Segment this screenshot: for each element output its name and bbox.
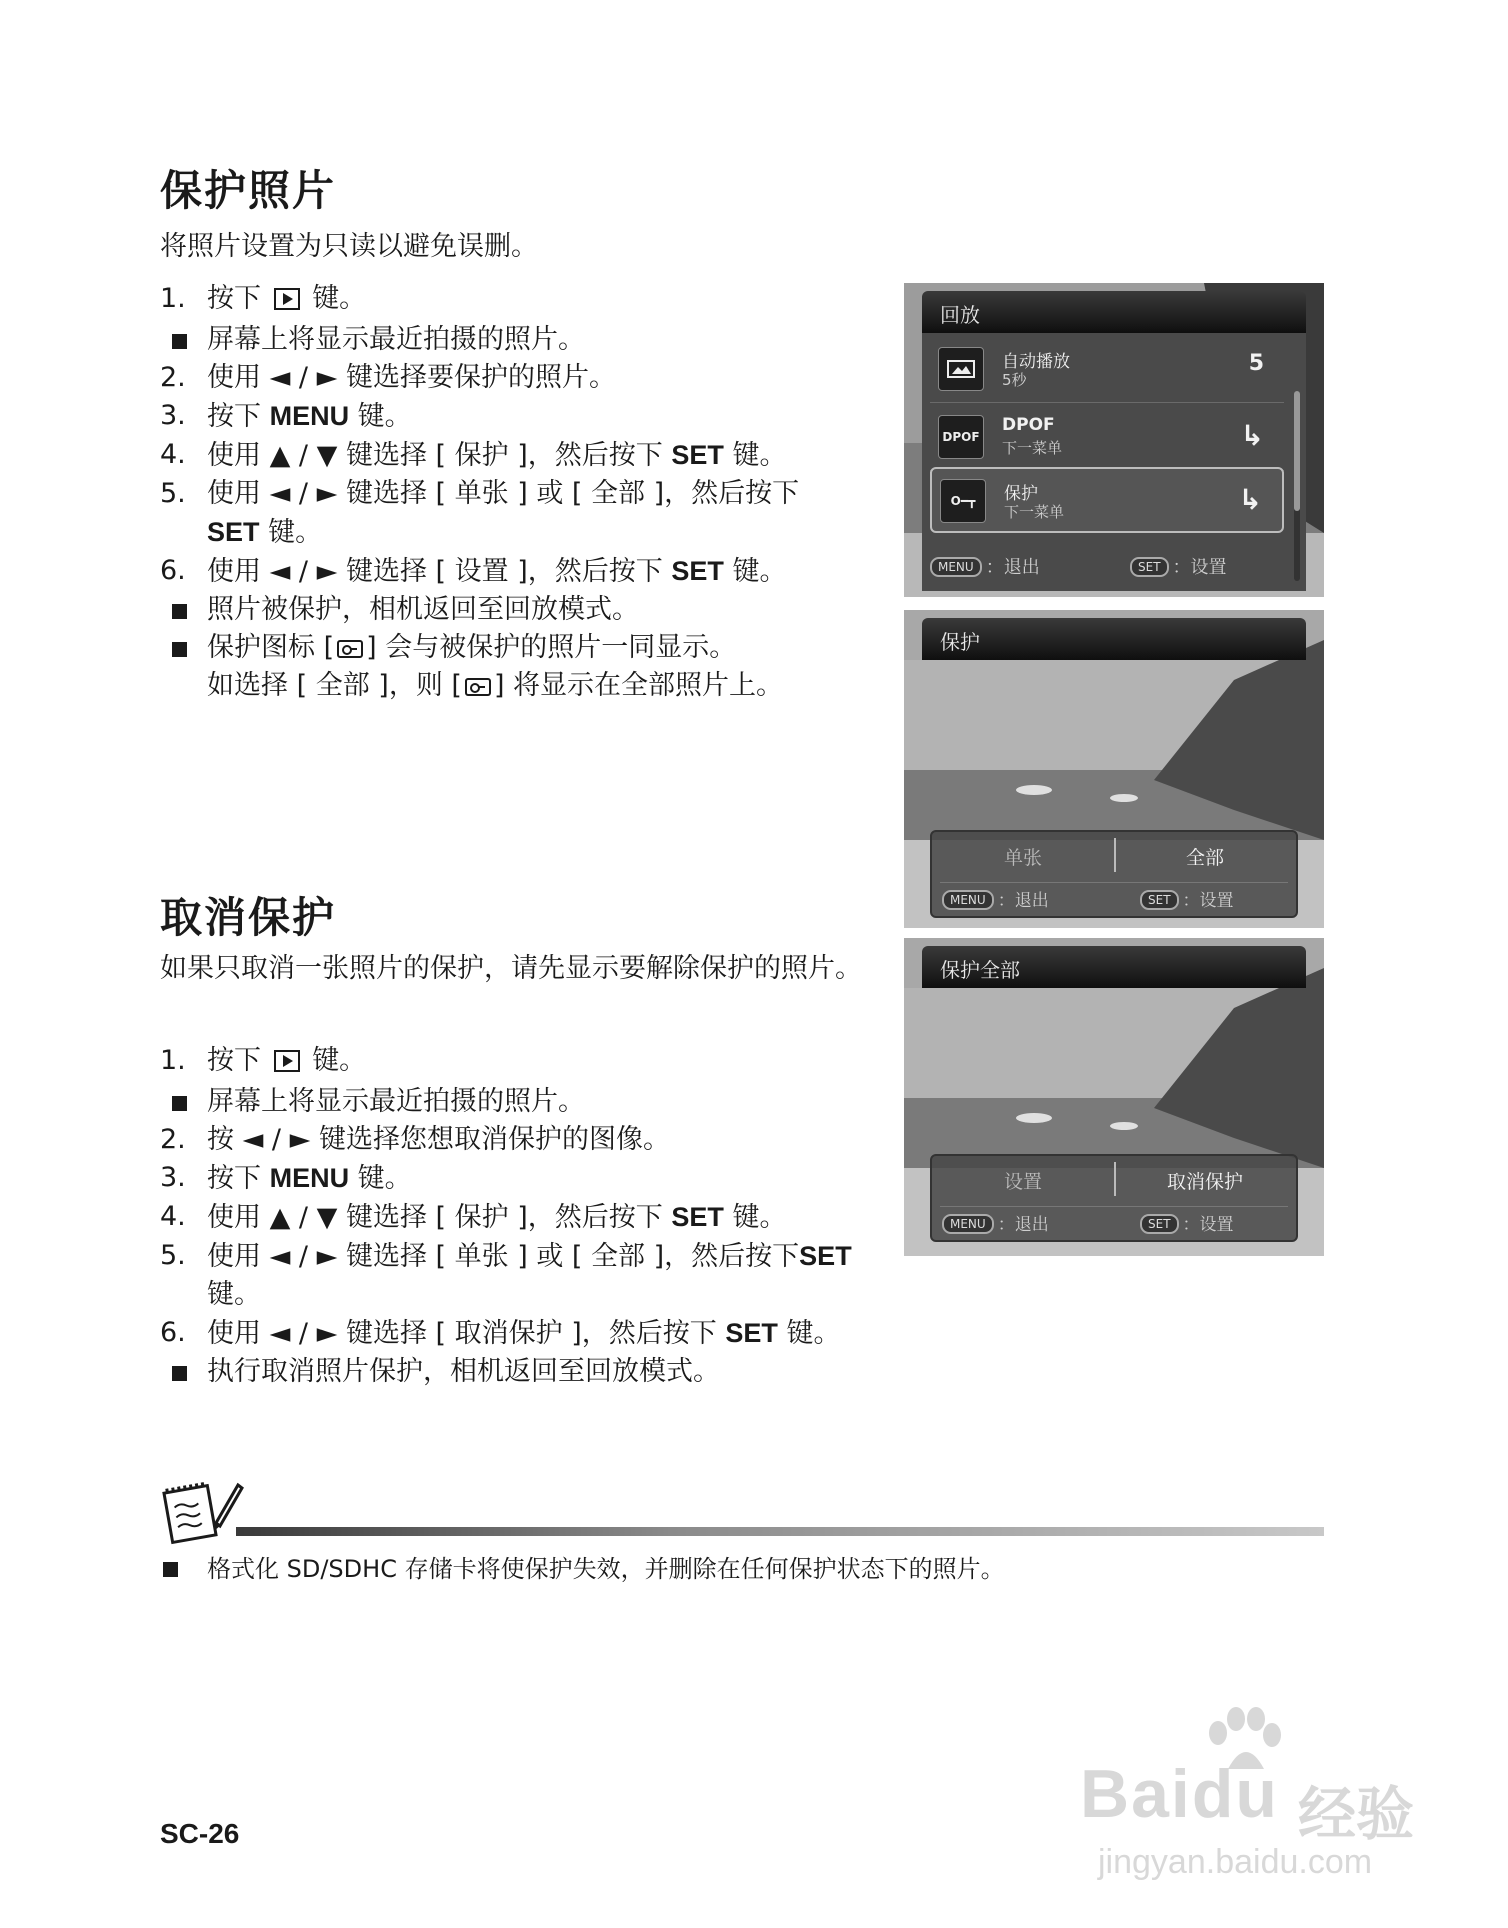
- camera-screen-protect-all: [904, 938, 1324, 1256]
- notepad-pencil-icon: [162, 1475, 244, 1545]
- menu-item-dpof[interactable]: DPOF DPOF 下一菜单 ↳: [930, 405, 1284, 471]
- unprotect-step-5: 5. 使用 ◄ / ► 键选择 [ 单张 ] 或 [ 全部 ]，然后按下SET 键。: [160, 1240, 852, 1310]
- menu-exit-hint: MENU ：退出: [942, 1210, 1049, 1235]
- step-3: 3. 按下 MENU 键。: [160, 400, 412, 432]
- submenu-arrow-icon: ↳: [1240, 419, 1264, 452]
- set-hint: SET ：设置: [1130, 553, 1227, 579]
- interval-5-icon: 5: [1248, 351, 1264, 376]
- set-hint: SET ：设置: [1140, 886, 1234, 911]
- step-1-note: 屏幕上将显示最近拍摄的照片。: [160, 321, 895, 359]
- note-text: 格式化 SD/SDHC 存储卡将使保护失效，并删除在任何保护状态下的照片。: [163, 1553, 1005, 1585]
- option-single[interactable]: 单张: [1003, 847, 1042, 869]
- protect-key-icon: [465, 678, 491, 696]
- baidu-watermark: Baidu 经验 jingyan.baidu.com: [1080, 1705, 1440, 1885]
- divider: [940, 882, 1288, 883]
- menu-footer: [930, 549, 1298, 583]
- page-number: SC-26: [160, 1818, 240, 1849]
- menu-title-bar: 回放: [922, 291, 1306, 333]
- set-button-icon: SET: [1140, 1214, 1179, 1234]
- set-hint: SET ：设置: [1140, 1210, 1234, 1235]
- option-cancel-protect[interactable]: 取消保护: [1166, 1171, 1243, 1193]
- section-title-unprotect: 取消保护: [160, 893, 337, 942]
- step-6-note-1: 照片被保护，相机返回至回放模式。: [160, 591, 895, 629]
- set-button-icon: SET: [1130, 557, 1169, 577]
- dpof-icon: DPOF: [938, 415, 984, 459]
- menu-item-protect[interactable]: O━┳ 保护 下一菜单 ↳: [930, 467, 1284, 533]
- scroll-thumb[interactable]: [1294, 391, 1300, 511]
- step-6-note-3: 如选择 [ 全部 ]，则 [ ] 将显示在全部照片上。: [207, 670, 784, 701]
- unprotect-step-6-note: 执行取消照片保护，相机返回至回放模式。: [160, 1353, 895, 1391]
- unprotect-step-3: 3. 按下 MENU 键。: [160, 1162, 412, 1194]
- bullet-square-icon: [172, 604, 187, 619]
- camera-screen-playback-menu: [904, 283, 1324, 597]
- step-5: 5. 使用 ◄ / ► 键选择 [ 单张 ] 或 [ 全部 ]，然后按下 SET 键。: [160, 478, 800, 548]
- menu-button-icon: MENU: [942, 890, 994, 910]
- menu-button-icon: MENU: [930, 557, 982, 577]
- unprotect-step-1-note: 屏幕上将显示最近拍摄的照片。: [160, 1083, 895, 1121]
- note-divider: [236, 1527, 1324, 1536]
- choice-panel: [930, 1154, 1298, 1242]
- menu-panel: [922, 333, 1306, 591]
- protect-key-icon: [337, 640, 363, 658]
- bullet-square-icon: [172, 334, 187, 349]
- key-icon: O━┳: [940, 479, 986, 523]
- unprotect-step-4: 4. 使用 ▲ / ▼ 键选择 [ 保护 ]，然后按下 SET 键。: [160, 1201, 787, 1233]
- step-6: 6. 使用 ◄ / ► 键选择 [ 设置 ]，然后按下 SET 键。: [160, 555, 787, 587]
- menu-exit-hint: MENU ：退出: [942, 886, 1049, 911]
- step-2: 2. 使用 ◄ / ► 键选择要保护的照片。: [160, 362, 616, 393]
- section-intro-unprotect: 如果只取消一张照片的保护，请先显示要解除保护的照片。: [160, 953, 862, 984]
- menu-title-bar: 保护全部: [922, 946, 1306, 988]
- slideshow-icon: [938, 347, 984, 391]
- bullet-square-icon: [172, 1096, 187, 1111]
- submenu-arrow-icon: ↳: [1238, 483, 1262, 516]
- choice-panel: [930, 830, 1298, 918]
- playback-key-icon: [274, 283, 300, 321]
- unprotect-step-2: 2. 按 ◄ / ► 键选择您想取消保护的图像。: [160, 1124, 670, 1155]
- bullet-square-icon: [172, 1366, 187, 1381]
- menu-item-slideshow[interactable]: 自动播放 5秒 5: [930, 337, 1284, 403]
- unprotect-step-6: 6. 使用 ◄ / ► 键选择 [ 取消保护 ]，然后按下 SET 键。: [160, 1317, 841, 1349]
- bullet-square-icon: [172, 642, 187, 657]
- section-title-protect: 保护照片: [160, 166, 337, 215]
- unprotect-steps: [160, 1042, 895, 1391]
- step-6-note-2: 保护图标 [ ] 会与被保护的照片一同显示。: [160, 629, 895, 667]
- set-button-icon: SET: [1140, 890, 1179, 910]
- protect-steps: [160, 280, 895, 705]
- unprotect-step-1: 1. 按下 键。: [160, 1042, 895, 1083]
- step-4: 4. 使用 ▲ / ▼ 键选择 [ 保护 ]，然后按下 SET 键。: [160, 439, 787, 471]
- divider: [940, 1206, 1288, 1207]
- option-all[interactable]: 全部: [1185, 847, 1224, 869]
- menu-title-bar: 保护: [922, 618, 1306, 660]
- playback-key-icon: [274, 1045, 300, 1083]
- bullet-square-icon: [163, 1562, 178, 1577]
- camera-screen-protect: [904, 610, 1324, 928]
- menu-button-icon: MENU: [942, 1214, 994, 1234]
- step-1: 1. 按下 键。: [160, 280, 895, 321]
- option-set[interactable]: 设置: [1003, 1171, 1042, 1193]
- menu-exit-hint: MENU ：退出: [930, 553, 1040, 579]
- section-intro-protect: 将照片设置为只读以避免误删。: [160, 231, 538, 262]
